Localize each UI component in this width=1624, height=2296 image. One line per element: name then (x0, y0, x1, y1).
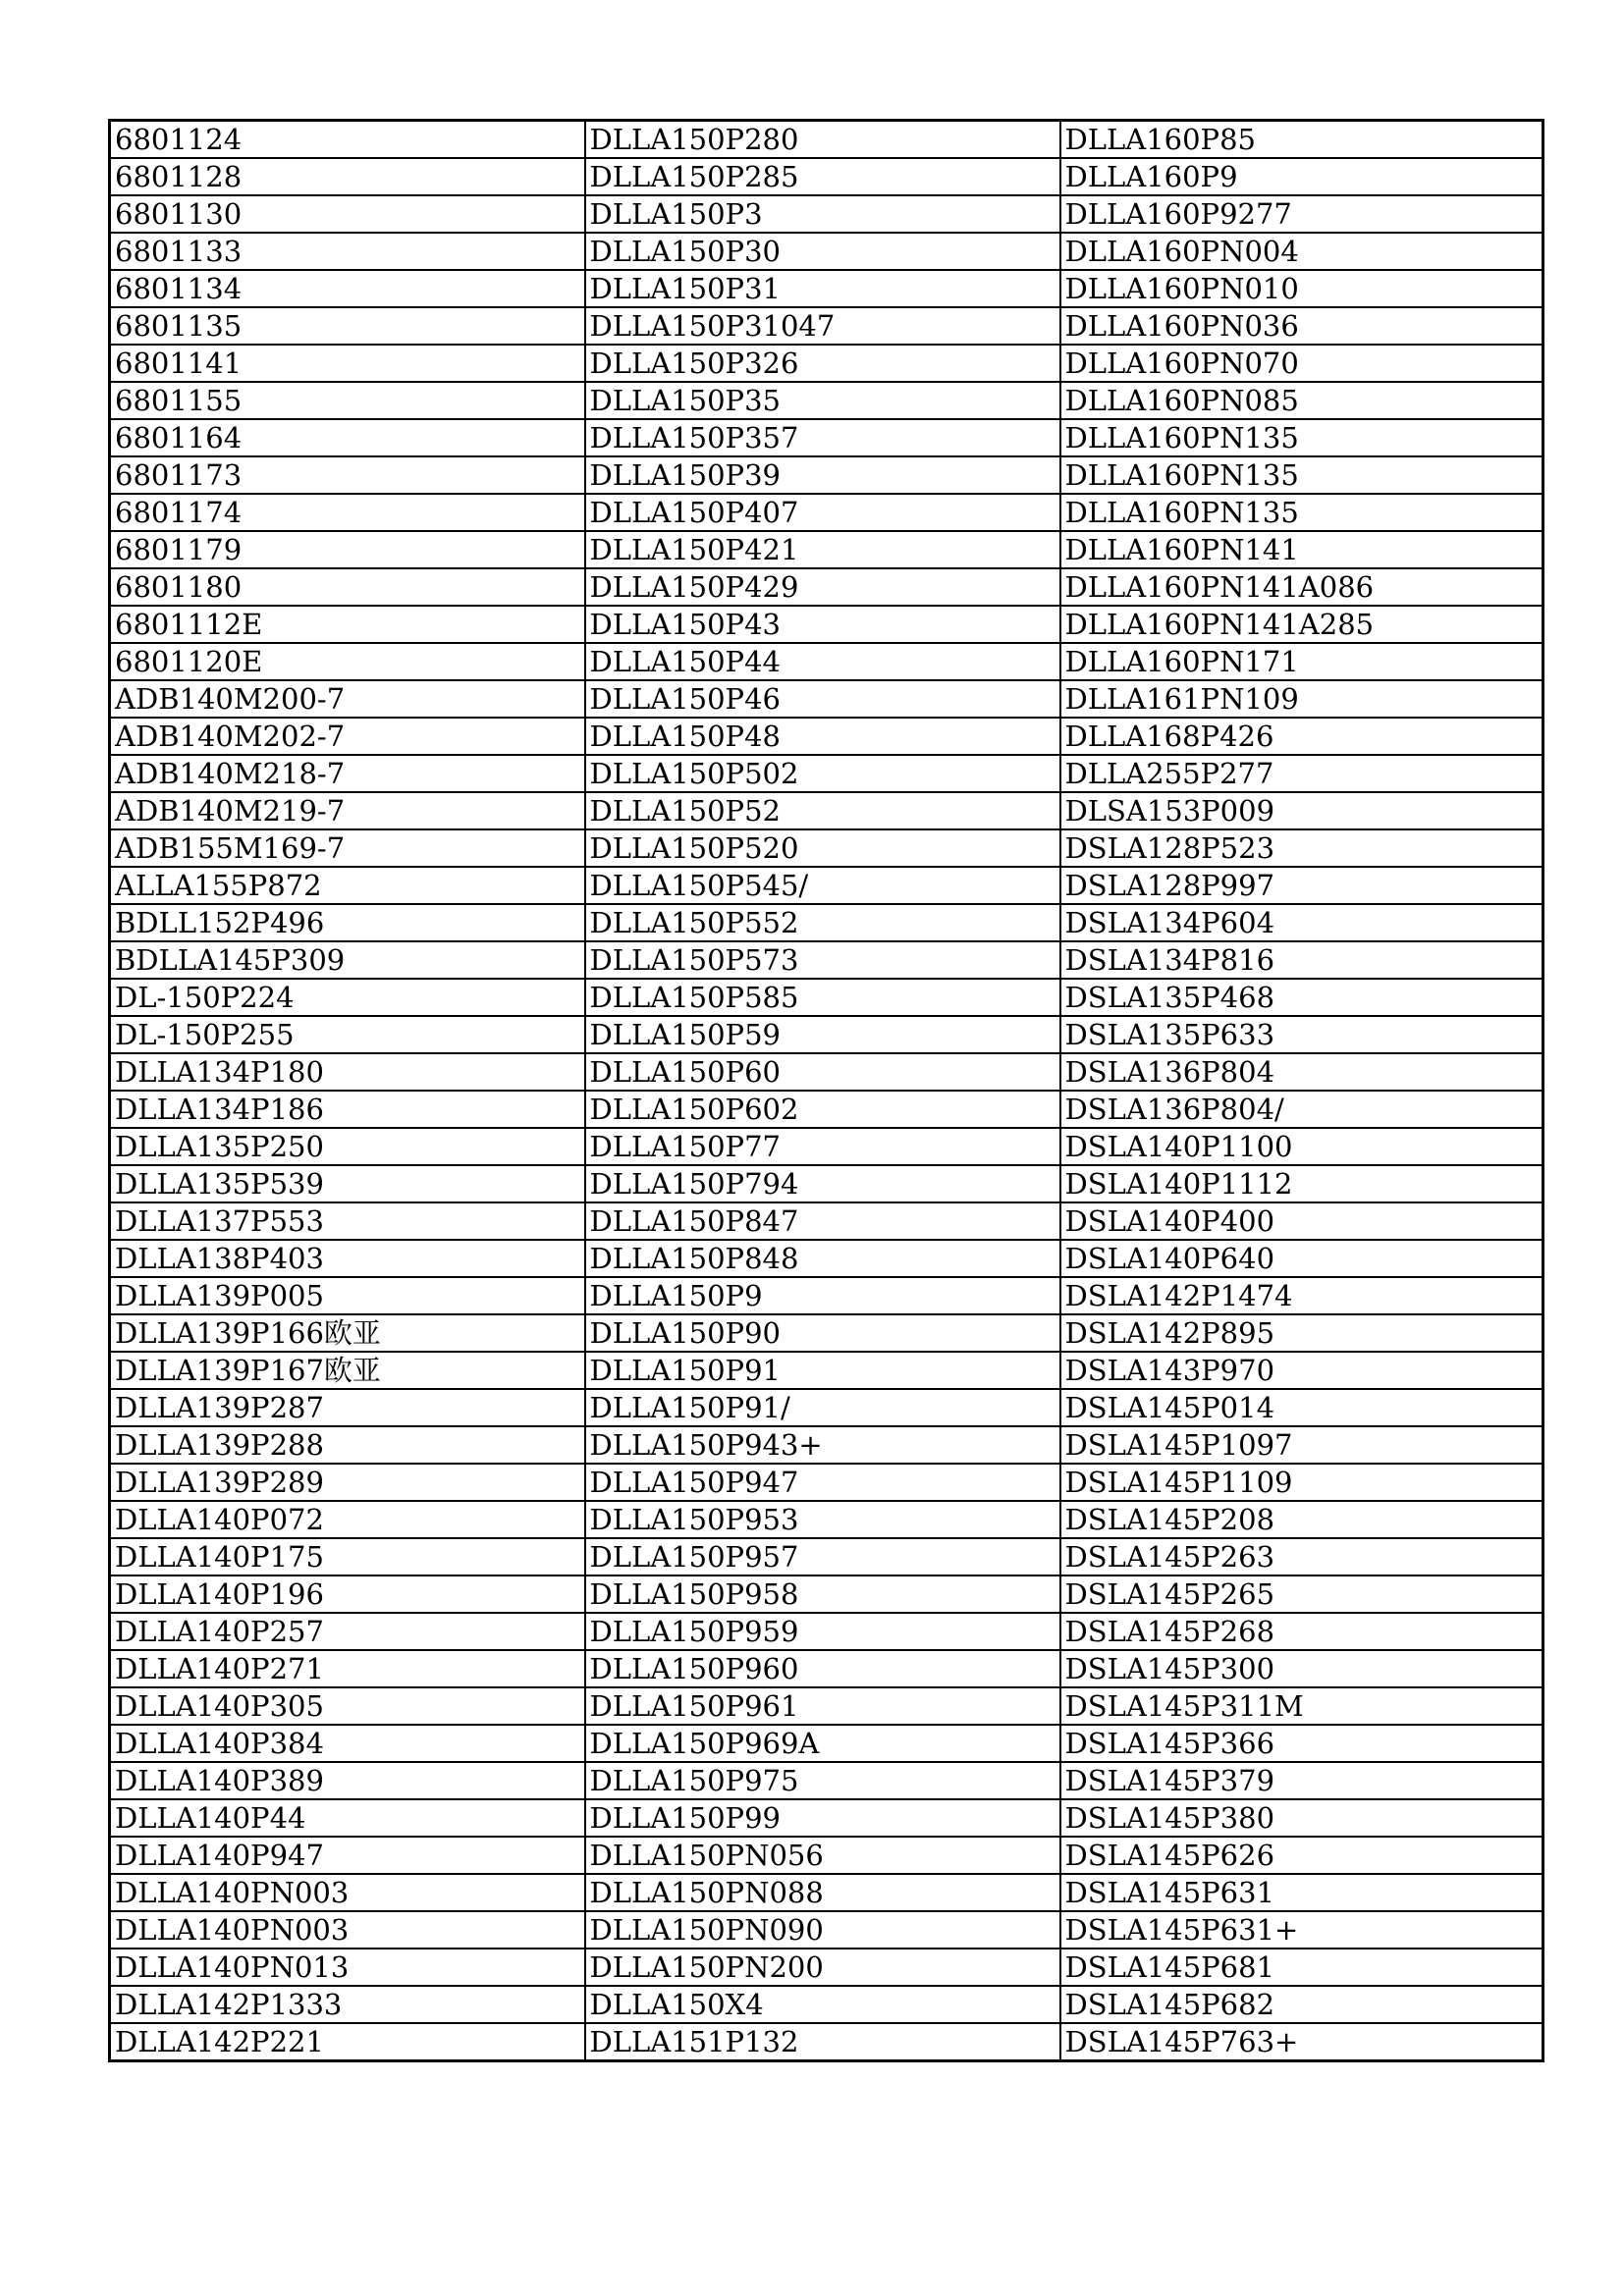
table-cell-col-3: DSLA145P311M (1060, 1687, 1543, 1725)
table-cell-col-2: DLLA150P280 (585, 121, 1060, 159)
table-cell-col-1: DLLA139P288 (110, 1426, 585, 1464)
table-cell-col-2: DLLA150P969A (585, 1725, 1060, 1762)
table-row (110, 941, 1543, 979)
table-row (110, 979, 1543, 1016)
table-row (110, 2023, 1543, 2061)
table-row (110, 1128, 1543, 1165)
table-cell-col-1: DLLA139P005 (110, 1277, 585, 1314)
table-row (110, 1426, 1543, 1464)
table-cell-col-1: DLLA140P305 (110, 1687, 585, 1725)
table-cell-col-2: DLLA150P958 (585, 1575, 1060, 1613)
table-cell-col-3: DSLA128P523 (1060, 829, 1543, 867)
table-cell-col-3: DLLA160PN141A086 (1060, 568, 1543, 606)
table-cell-col-2: DLLA151P132 (585, 2023, 1060, 2061)
table-cell-col-1: 6801173 (110, 456, 585, 494)
table-cell-col-2: DLLA150P602 (585, 1091, 1060, 1128)
table-row (110, 456, 1543, 494)
table-cell-col-1: 6801130 (110, 195, 585, 233)
table-cell-col-2: DLLA150P407 (585, 494, 1060, 531)
table-row (110, 307, 1543, 345)
table-row (110, 718, 1543, 755)
table-cell-col-2: DLLA150P959 (585, 1613, 1060, 1650)
table-cell-col-1: 6801112E (110, 606, 585, 643)
table-row (110, 1202, 1543, 1240)
table-cell-col-2: DLLA150P285 (585, 158, 1060, 195)
part-number-table (108, 119, 1544, 2062)
table-cell-col-2: DLLA150P545/ (585, 867, 1060, 904)
table-cell-col-2: DLLA150P46 (585, 680, 1060, 718)
table-cell-col-3: DSLA128P997 (1060, 867, 1543, 904)
table-row (110, 1277, 1543, 1314)
table-cell-col-2: DLLA150PN090 (585, 1911, 1060, 1949)
table-row (110, 270, 1543, 307)
table-cell-col-1: DLLA140P271 (110, 1650, 585, 1687)
table-cell-col-3: DSLA140P640 (1060, 1240, 1543, 1277)
table-cell-col-3: DLLA160PN171 (1060, 643, 1543, 680)
table-cell-col-2: DLLA150P77 (585, 1128, 1060, 1165)
table-row (110, 904, 1543, 941)
table-cell-col-3: DLLA160PN070 (1060, 345, 1543, 382)
table-cell-col-2: DLLA150P39 (585, 456, 1060, 494)
table-cell-col-3: DLLA160PN004 (1060, 233, 1543, 270)
table-row (110, 419, 1543, 456)
table-cell-col-3: DLLA160PN141A285 (1060, 606, 1543, 643)
table-cell-col-1: ADB140M202-7 (110, 718, 585, 755)
table-row (110, 1650, 1543, 1687)
table-cell-col-2: DLLA150P947 (585, 1464, 1060, 1501)
table-cell-col-3: DSLA145P208 (1060, 1501, 1543, 1538)
table-row (110, 1352, 1543, 1389)
table-cell-col-1: DLLA142P1333 (110, 1986, 585, 2023)
table-cell-col-2: DLLA150P52 (585, 792, 1060, 829)
table-cell-col-3: DSLA134P816 (1060, 941, 1543, 979)
table-cell-col-2: DLLA150PN056 (585, 1837, 1060, 1874)
table-cell-col-3: DSLA145P682 (1060, 1986, 1543, 2023)
table-cell-col-1: DLLA139P167欧亚 (110, 1352, 585, 1389)
table-row (110, 1575, 1543, 1613)
table-cell-col-1: DLLA140P947 (110, 1837, 585, 1874)
table-cell-col-3: DLLA168P426 (1060, 718, 1543, 755)
table-cell-col-3: DLLA160PN036 (1060, 307, 1543, 345)
table-cell-col-2: DLLA150P421 (585, 531, 1060, 568)
table-cell-col-2: DLLA150P30 (585, 233, 1060, 270)
table-cell-col-3: DLLA160PN135 (1060, 494, 1543, 531)
table-row (110, 158, 1543, 195)
table-cell-col-3: DSLA145P379 (1060, 1762, 1543, 1799)
table-cell-col-2: DLLA150X4 (585, 1986, 1060, 2023)
table-cell-col-3: DSLA142P1474 (1060, 1277, 1543, 1314)
table-cell-col-1: DLLA140PN003 (110, 1874, 585, 1911)
table-row (110, 345, 1543, 382)
table-row (110, 792, 1543, 829)
table-cell-col-1: BDLL152P496 (110, 904, 585, 941)
table-row (110, 1389, 1543, 1426)
table-cell-col-1: DLLA140P257 (110, 1613, 585, 1650)
table-cell-col-1: ADB140M219-7 (110, 792, 585, 829)
table-row (110, 1016, 1543, 1053)
table-cell-col-1: BDLLA145P309 (110, 941, 585, 979)
table-cell-col-2: DLLA150P585 (585, 979, 1060, 1016)
table-cell-col-3: DSLA145P681 (1060, 1949, 1543, 1986)
table-cell-col-2: DLLA150P847 (585, 1202, 1060, 1240)
table-cell-col-2: DLLA150PN088 (585, 1874, 1060, 1911)
table-row (110, 1949, 1543, 1986)
table-cell-col-2: DLLA150P31 (585, 270, 1060, 307)
table-cell-col-3: DSLA142P895 (1060, 1314, 1543, 1352)
table-row (110, 1053, 1543, 1091)
table-cell-col-2: DLLA150P9 (585, 1277, 1060, 1314)
table-row (110, 382, 1543, 419)
table-cell-col-1: DLLA135P250 (110, 1128, 585, 1165)
table-cell-col-1: 6801174 (110, 494, 585, 531)
table-row (110, 680, 1543, 718)
table-cell-col-1: 6801134 (110, 270, 585, 307)
table-cell-col-1: DLLA134P186 (110, 1091, 585, 1128)
table-cell-col-2: DLLA150P99 (585, 1799, 1060, 1837)
table-cell-col-2: DLLA150P520 (585, 829, 1060, 867)
table-row (110, 1464, 1543, 1501)
table-cell-col-3: DLLA160P85 (1060, 121, 1543, 159)
table-cell-col-2: DLLA150P59 (585, 1016, 1060, 1053)
table-row (110, 643, 1543, 680)
table-row (110, 1725, 1543, 1762)
table-row (110, 233, 1543, 270)
table-cell-col-3: DSLA143P970 (1060, 1352, 1543, 1389)
table-cell-col-1: ADB155M169-7 (110, 829, 585, 867)
table-cell-col-2: DLLA150P31047 (585, 307, 1060, 345)
table-cell-col-2: DLLA150PN200 (585, 1949, 1060, 1986)
table-cell-col-2: DLLA150P957 (585, 1538, 1060, 1575)
table-cell-col-3: DLLA255P277 (1060, 755, 1543, 792)
table-cell-col-2: DLLA150P573 (585, 941, 1060, 979)
table-cell-col-3: DSLA135P633 (1060, 1016, 1543, 1053)
table-cell-col-3: DSLA145P263 (1060, 1538, 1543, 1575)
table-cell-col-3: DSLA136P804 (1060, 1053, 1543, 1091)
table-cell-col-1: DLLA139P166欧亚 (110, 1314, 585, 1352)
table-cell-col-2: DLLA150P975 (585, 1762, 1060, 1799)
table-row (110, 867, 1543, 904)
table-cell-col-2: DLLA150P848 (585, 1240, 1060, 1277)
table-cell-col-1: 6801128 (110, 158, 585, 195)
table-cell-col-3: DSLA136P804/ (1060, 1091, 1543, 1128)
table-row (110, 1165, 1543, 1202)
table-cell-col-1: ADB140M200-7 (110, 680, 585, 718)
table-row (110, 1538, 1543, 1575)
table-cell-col-3: DSLA145P1109 (1060, 1464, 1543, 1501)
table-cell-col-1: DLLA139P287 (110, 1389, 585, 1426)
table-cell-col-1: ALLA155P872 (110, 867, 585, 904)
table-cell-col-2: DLLA150P552 (585, 904, 1060, 941)
table-cell-col-2: DLLA150P35 (585, 382, 1060, 419)
table-cell-col-2: DLLA150P44 (585, 643, 1060, 680)
table-row (110, 1240, 1543, 1277)
table-row (110, 1314, 1543, 1352)
table-cell-col-2: DLLA150P794 (585, 1165, 1060, 1202)
table-cell-col-3: DSLA145P380 (1060, 1799, 1543, 1837)
table-cell-col-2: DLLA150P943+ (585, 1426, 1060, 1464)
table-cell-col-2: DLLA150P91 (585, 1352, 1060, 1389)
table-cell-col-3: DLLA160P9277 (1060, 195, 1543, 233)
table-cell-col-3: DSLA145P631+ (1060, 1911, 1543, 1949)
table-cell-col-2: DLLA150P90 (585, 1314, 1060, 1352)
table-cell-col-3: DLLA160P9 (1060, 158, 1543, 195)
table-cell-col-1: DL-150P224 (110, 979, 585, 1016)
table-row (110, 195, 1543, 233)
table-cell-col-3: DSLA145P300 (1060, 1650, 1543, 1687)
table-row (110, 1911, 1543, 1949)
table-cell-col-2: DLLA150P960 (585, 1650, 1060, 1687)
table-cell-col-2: DLLA150P357 (585, 419, 1060, 456)
table-cell-col-1: ADB140M218-7 (110, 755, 585, 792)
table-cell-col-2: DLLA150P429 (585, 568, 1060, 606)
table-cell-col-1: 6801155 (110, 382, 585, 419)
table-row (110, 1613, 1543, 1650)
table-cell-col-3: DSLA145P265 (1060, 1575, 1543, 1613)
table-cell-col-3: DSLA145P268 (1060, 1613, 1543, 1650)
table-cell-col-3: DSLA145P1097 (1060, 1426, 1543, 1464)
table-row (110, 531, 1543, 568)
table-row (110, 1874, 1543, 1911)
table-cell-col-3: DLLA160PN085 (1060, 382, 1543, 419)
table-row (110, 1837, 1543, 1874)
table-cell-col-1: 6801164 (110, 419, 585, 456)
table-cell-col-1: DLLA140P175 (110, 1538, 585, 1575)
table-cell-col-1: 6801120E (110, 643, 585, 680)
table-cell-col-1: DLLA142P221 (110, 2023, 585, 2061)
table-cell-col-2: DLLA150P60 (585, 1053, 1060, 1091)
table-cell-col-1: 6801179 (110, 531, 585, 568)
table-cell-col-1: 6801124 (110, 121, 585, 159)
table-row (110, 568, 1543, 606)
table-cell-col-1: DLLA135P539 (110, 1165, 585, 1202)
table-cell-col-1: DLLA140PN013 (110, 1949, 585, 1986)
table-cell-col-3: DSLA135P468 (1060, 979, 1543, 1016)
table-row (110, 494, 1543, 531)
table-cell-col-3: DSLA145P626 (1060, 1837, 1543, 1874)
table-cell-col-2: DLLA150P3 (585, 195, 1060, 233)
table-cell-col-3: DSLA145P763+ (1060, 2023, 1543, 2061)
table-cell-col-1: DLLA137P553 (110, 1202, 585, 1240)
table-row (110, 1501, 1543, 1538)
table-row (110, 1986, 1543, 2023)
table-cell-col-3: DSLA134P604 (1060, 904, 1543, 941)
table-cell-col-1: DLLA139P289 (110, 1464, 585, 1501)
table-cell-col-3: DSLA140P1100 (1060, 1128, 1543, 1165)
table-row (110, 1687, 1543, 1725)
table-cell-col-3: DLLA160PN141 (1060, 531, 1543, 568)
table-cell-col-1: DLLA138P403 (110, 1240, 585, 1277)
table-cell-col-3: DSLA140P400 (1060, 1202, 1543, 1240)
table-cell-col-3: DSLA145P014 (1060, 1389, 1543, 1426)
table-cell-col-1: DLLA140P072 (110, 1501, 585, 1538)
table-cell-col-2: DLLA150P961 (585, 1687, 1060, 1725)
table-body (110, 121, 1543, 2061)
table-cell-col-3: DLSA153P009 (1060, 792, 1543, 829)
table-cell-col-3: DLLA160PN135 (1060, 456, 1543, 494)
table-cell-col-3: DLLA160PN135 (1060, 419, 1543, 456)
table-cell-col-1: DLLA140P384 (110, 1725, 585, 1762)
table-row (110, 606, 1543, 643)
table-cell-col-1: DLLA140PN003 (110, 1911, 585, 1949)
table-row (110, 121, 1543, 159)
table-cell-col-1: DLLA134P180 (110, 1053, 585, 1091)
table-cell-col-1: 6801180 (110, 568, 585, 606)
table-cell-col-3: DSLA145P631 (1060, 1874, 1543, 1911)
table-cell-col-1: DLLA140P44 (110, 1799, 585, 1837)
table-cell-col-3: DSLA140P1112 (1060, 1165, 1543, 1202)
table-cell-col-1: 6801135 (110, 307, 585, 345)
table-cell-col-1: DLLA140P389 (110, 1762, 585, 1799)
table-row (110, 1762, 1543, 1799)
table-row (110, 1091, 1543, 1128)
table-row (110, 755, 1543, 792)
table-cell-col-3: DLLA160PN010 (1060, 270, 1543, 307)
table-cell-col-1: 6801141 (110, 345, 585, 382)
table-row (110, 829, 1543, 867)
table-row (110, 1799, 1543, 1837)
table-cell-col-2: DLLA150P953 (585, 1501, 1060, 1538)
table-cell-col-1: DL-150P255 (110, 1016, 585, 1053)
table-cell-col-3: DLLA161PN109 (1060, 680, 1543, 718)
table-cell-col-2: DLLA150P43 (585, 606, 1060, 643)
table-cell-col-1: DLLA140P196 (110, 1575, 585, 1613)
table-cell-col-2: DLLA150P91/ (585, 1389, 1060, 1426)
table-cell-col-2: DLLA150P48 (585, 718, 1060, 755)
table-cell-col-1: 6801133 (110, 233, 585, 270)
table-cell-col-3: DSLA145P366 (1060, 1725, 1543, 1762)
table-cell-col-2: DLLA150P502 (585, 755, 1060, 792)
table-cell-col-2: DLLA150P326 (585, 345, 1060, 382)
